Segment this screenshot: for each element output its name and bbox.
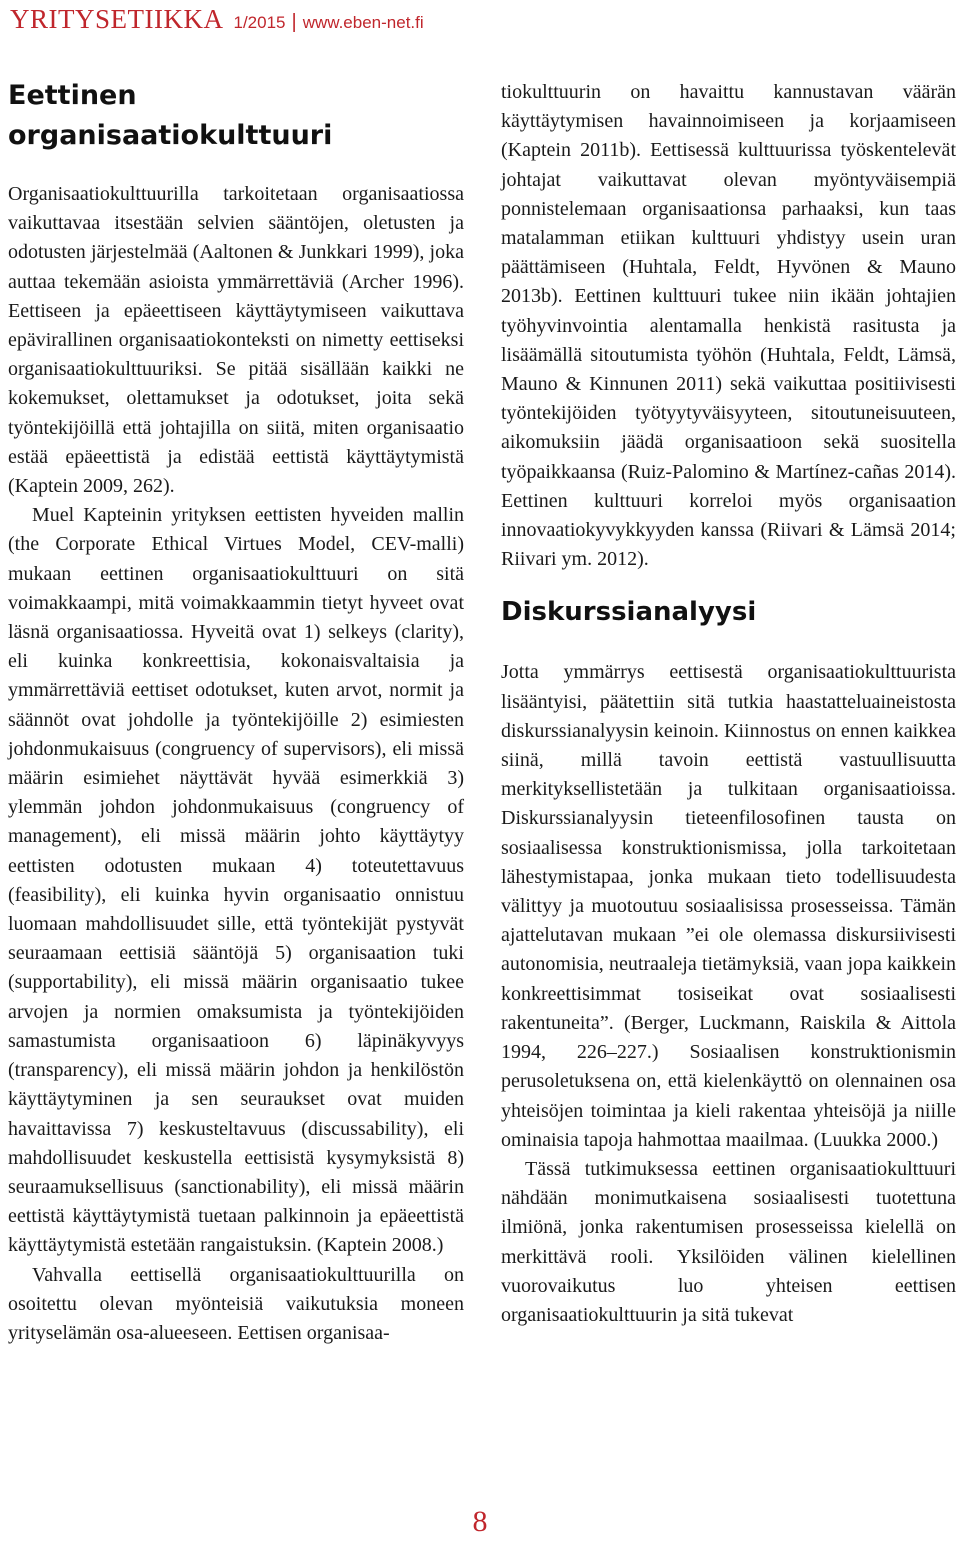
journal-title: YRITYSETIIKKA	[10, 4, 224, 34]
page-number: 8	[472, 1505, 488, 1538]
body-paragraph: Tässä tutkimuksessa eettinen organisaatiokulttuuri nähdään monimutkaisena sosiaalisesti tuotettuna ilmiönä, jonka rakentumisen prosesseissa kielellä on merkittävä rooli. Yksilöiden välinen kielellinen vuorovaikutus luo yhteisen eettisen organisaatiokulttuurin ja sitä tukevat	[501, 1157, 956, 1326]
section-heading-ethical-culture: Eettinen organisaatiokulttuuri	[8, 80, 333, 151]
journal-url[interactable]: www.eben-net.fi	[302, 13, 424, 32]
header-separator: |	[291, 11, 297, 33]
section-heading-discourse-analysis: Diskurssianalyysi	[501, 597, 757, 628]
body-paragraph: Vahvalla eettisellä organisaatiokulttuurilla on osoitettu olevan myönteisiä vaikutuksia moneen yrityselämän osa-alueeseen. Eettisen organisaa-	[8, 1263, 464, 1344]
body-paragraph: Organisaatiokulttuurilla tarkoitetaan organisaatiossa vaikuttavaa itsestään selvien sääntöjen, oletusten ja odotusten järjestelmää (Aaltonen & Junkkari 1999), joka auttaa tekemään asioista ymmärrettäviä (Archer 1996). Eettiseen ja epäeettiseen käyttäytymiseen vaikuttava epävirallinen organisaatiokonteksti on nimetty eettiseksi organisaatiokulttuuriksi. Se pitää sisällään kaikki ne kokemukset, olettamukset ja odotukset, joita sekä työntekijöillä että johtajilla on siitä, miten organisaatio estää epäeettistä ja edistää eettistä käyttäytymistä (Kaptein 2009, 262).	[8, 183, 464, 498]
left-column	[8, 78, 464, 1348]
right-column	[501, 78, 956, 1330]
issue-number: 1/2015	[233, 13, 286, 32]
body-paragraph: tiokulttuurin on havaittu kannustavan väärän käyttäytymisen havainnoimiseen ja korjaamiseen (Kaptein 2011b). Eettisessä kulttuurissa työskentelevät johtajat vaikuttavat olevan myöntyväisempiä ponnistelemaan organisaationsa parhaaksi, kun taas matalamman etiikan kulttuuri yhdistyy usein uran päättämiseen (Huhtala, Feldt, Hyvönen & Mauno 2013b). Eettinen kulttuuri tukee niin ikään johtajien työhyvinvointia alentamalla henkistä rasitusta ja lisäämällä sitoutumista työhön (Huhtala, Feldt, Lämsä, Mauno & Kinnunen 2011) sekä vaikuttaa positiivisesti työntekijöiden työtyytyväisyyteen, sitoutuneisuuteen, aikomuksiin jäädä organisaatioon sekä suositella työpaikkaansa (Ruiz-Palomino & Martínez-cañas 2014). Eettinen kulttuuri korreloi myös organisaation innovaatiokyvykkyyden kanssa (Riivari & Lämsä 2014; Riivari ym. 2012).	[501, 81, 956, 571]
body-paragraph: Jotta ymmärrys eettisestä organisaatiokulttuurista lisääntyisi, päätettiin sitä tutkia haastatteluaineistosta diskurssianalyysin keinoin. Kiinnostus on ennen kaikkea siinä, millä tavoin eettistä vastuullisuutta merkityksellistetään ja tulkitaan organisaatioissa. Diskurssianalyysin tieteenfilosofinen tausta on sosiaalisessa konstruktionismissa, jolla tarkoitetaan lähestymistapaa, jonka mukaan tieto todellisuudesta välittyy ja muotoutuu sosiaalisissa prosesseissa. Tämän ajattelutavan mukaan ”ei ole olemassa diskursiivisesti autonomisia, neutraaleja tietämyksiä, vaan jopa kaikkein konkreettisimmat tosiseikat ovat sosiaalisesti rakentuneita”. (Berger, Luckmann, Raiskila & Aittola 1994, 226–227.) Sosiaalisen konstruktionismin perusoletuksena on, että kielenkäyttö on olennainen osa yhteisöjen toimintaa ja kieli rakentaa yhteisöjä ja niille ominaisia tapoja hahmottaa maailmaa. (Luukka 2000.)	[501, 661, 956, 1151]
journal-header	[10, 4, 424, 34]
body-paragraph: Muel Kapteinin yrityksen eettisten hyveiden mallin (the Corporate Ethical Virtues Model, CEV-malli) mukaan eettinen organisaatiokulttuuri on sitä voimakkaampi, mitä voimakkaammin tietyt hyveet ovat läsnä organisaatiossa. Hyveitä ovat 1) selkeys (clarity), eli kuinka konkreettisia, kokonaisvaltaisia ja ymmärrettäviä eettiset odotukset, kuten arvot, normit ja säännöt ovat johdolle ja työntekijöille 2) esimiesten johdonmukaisuus (congruency of supervisors), eli missä määrin esimiehet näyttävät hyvää esimerkkiä 3) ylemmän johdon johdonmukaisuus (congruency of management), eli missä määrin johto käyttäytyy eettisten odotusten mukaan 4) toteutettavuus (feasibility), eli kuinka hyvin organisaatio onnistuu luomaan mahdollisuudet sille, että työntekijät pystyvät seuraamaan eettisiä sääntöjä 5) organisaation tuki (supportability), eli missä määrin organisaatio tukee arvojen ja normien omaksumista ja työntekijöiden samastumista organisaatioon 6) läpinäkyvyys (transparency), eli missä määrin johdon ja henkilöstön käyttäytyminen ja sen seuraukset ovat muiden havaittavissa 7) keskusteltavuus (discussability), eli mahdollisuudet keskustella eettisistä kysymyksistä 8) seuraamuksellisuus (sanctionability), eli missä määrin eettistä käyttäytymistä tuetaan palkinnoin ja epäeettistä käyttäytymistä estetään rangaistuksin. (Kaptein 2008.)	[8, 504, 464, 1257]
